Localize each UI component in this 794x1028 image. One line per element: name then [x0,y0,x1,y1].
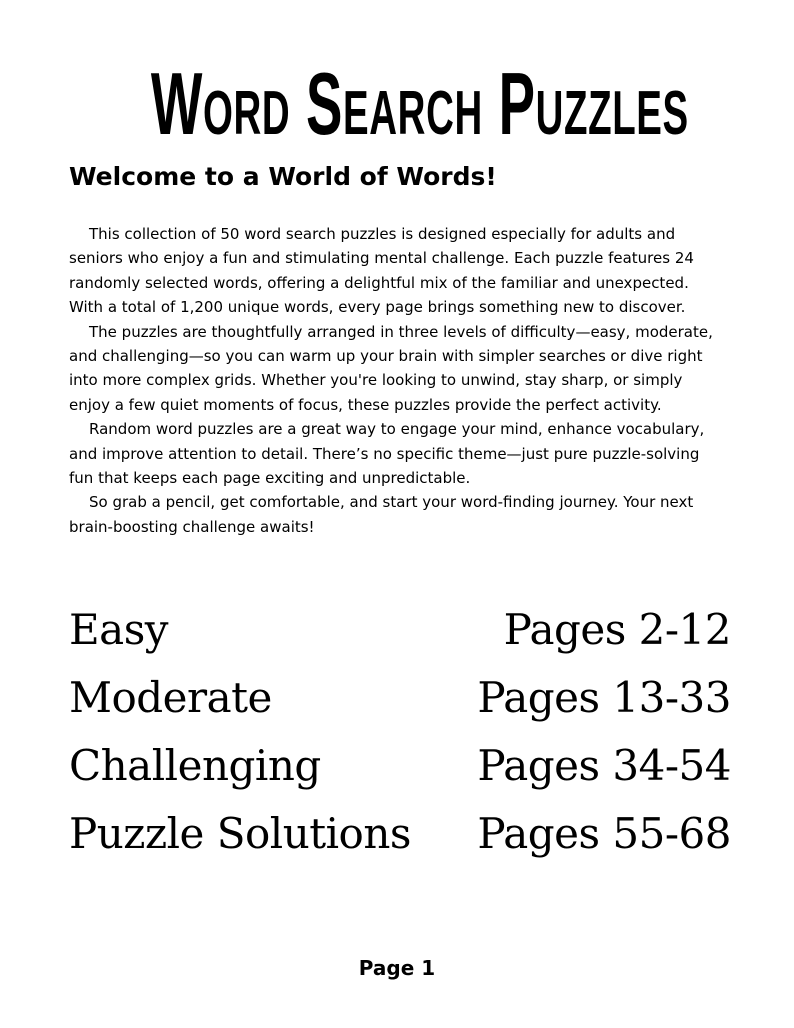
toc-row-moderate [69,664,731,732]
toc-row-solutions [69,800,731,868]
toc-pages: Pages 2-12 [503,605,731,654]
intro-line: This collection of 50 word search puzzles is designed especially for adults and [89,225,676,243]
intro-line: into more complex grids. Whether you're looking to unwind, stay sharp, or simply [69,371,683,390]
toc-pages: Pages 34-54 [477,741,731,790]
toc-label: Puzzle Solutions [69,809,411,858]
toc-row-challenging [69,732,731,800]
intro-line: With a total of 1,200 unique words, every page brings something new to discover. [69,298,686,317]
toc-pages: Pages 55-68 [477,809,731,858]
intro-line: seniors who enjoy a fun and stimulating mental challenge. Each puzzle features 24 [69,249,694,268]
table-of-contents [69,596,731,868]
toc-label: Challenging [69,741,321,790]
intro-line: fun that keeps each page exciting and unpredictable. [69,469,471,488]
intro-line: and improve attention to detail. There’s no specific theme—just pure puzzle-solving [69,444,700,463]
intro-line: brain-boosting challenge awaits! [69,517,315,536]
intro-text [69,222,729,539]
toc-pages: Pages 13-33 [477,673,731,722]
section-heading: Welcome to a World of Words! [69,162,497,191]
intro-line: and challenging—so you can warm up your brain with simpler searches or dive right [69,347,703,366]
intro-line: The puzzles are thoughtfully arranged in three levels of difficulty—easy, moderate, [89,322,713,341]
toc-label: Easy [69,605,168,654]
page-title: Word Search Puzzles [150,54,689,153]
intro-line: enjoy a few quiet moments of focus, these puzzles provide the perfect activity. [69,395,662,414]
toc-label: Moderate [69,673,272,722]
toc-row-easy [69,596,731,664]
intro-line: randomly selected words, offering a delightful mix of the familiar and unexpected. [69,273,689,292]
intro-line: Random word puzzles are a great way to engage your mind, enhance vocabulary, [89,420,705,439]
intro-line: So grab a pencil, get comfortable, and start your word-finding journey. Your next [89,493,694,512]
page-number: Page 1 [358,956,436,980]
